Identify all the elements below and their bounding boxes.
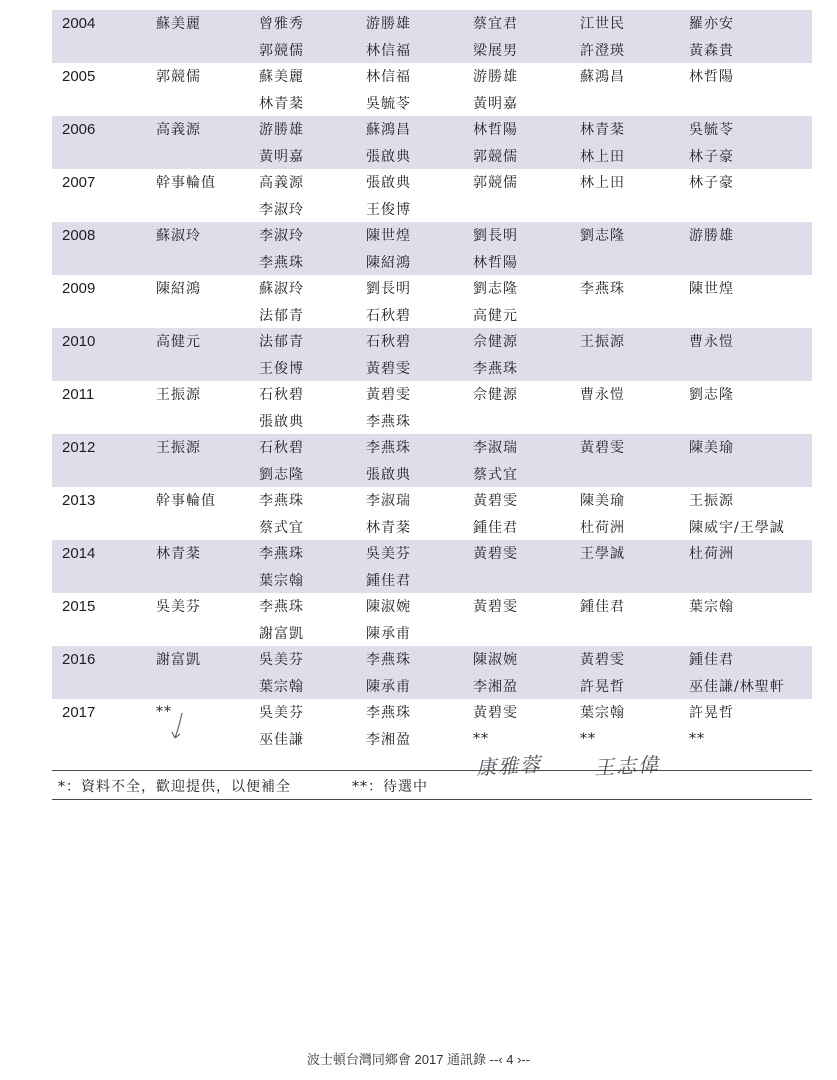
officer-cell: 蔡宜君 xyxy=(467,10,574,37)
officer-cell: 黃明嘉 xyxy=(473,95,518,112)
officer-cell: 游勝雄 xyxy=(473,69,518,86)
officer-cell xyxy=(683,355,812,382)
officer-cell: 黃碧雯 xyxy=(574,646,683,673)
officer-cell: 石秋碧 xyxy=(360,328,467,355)
officer-cell: ** xyxy=(580,730,596,747)
table-row xyxy=(52,249,812,276)
officer-cell: 林青棻 xyxy=(574,116,683,143)
president-cell: 吳美芬 xyxy=(156,599,201,616)
officer-cell: 陳淑婉 xyxy=(366,599,411,616)
president-cell xyxy=(150,514,253,541)
officer-cell: 李淑玲 xyxy=(259,201,304,218)
officer-cell xyxy=(683,90,812,117)
officer-cell: 劉長明 xyxy=(366,281,411,298)
officer-cell: 李燕珠 xyxy=(580,281,625,298)
table-row xyxy=(52,196,812,223)
table-row xyxy=(52,355,812,382)
officer-cell: 鍾佳君 xyxy=(683,646,812,673)
officer-cell: 曾雅秀 xyxy=(253,10,360,37)
officer-cell: 高健元 xyxy=(473,307,518,324)
officer-cell: 林上田 xyxy=(574,143,683,170)
year-cell xyxy=(52,37,150,64)
officer-cell: 李燕珠 xyxy=(259,599,304,616)
year-cell xyxy=(52,408,150,435)
officer-cell: 黃碧雯 xyxy=(467,540,574,567)
officer-cell: 石秋碧 xyxy=(259,387,304,404)
officer-cell xyxy=(683,567,812,594)
table-row xyxy=(52,169,812,196)
president-cell: 幹事輪值 xyxy=(156,175,216,192)
year-cell: 2017 xyxy=(62,703,96,721)
officer-cell: 鍾佳君 xyxy=(360,567,467,594)
officer-cell xyxy=(683,302,812,329)
officer-cell xyxy=(683,249,812,276)
officer-cell: 黃森貴 xyxy=(683,37,812,64)
officer-cell: 郭競儒 xyxy=(467,143,574,170)
table-row xyxy=(52,408,812,435)
officer-cell: 陳承甫 xyxy=(366,625,411,642)
year-cell xyxy=(52,302,150,329)
officer-cell: 黃碧雯 xyxy=(366,387,411,404)
officer-cell xyxy=(683,196,812,223)
officer-cell: 林青棻 xyxy=(259,95,304,112)
officer-cell: 許晃哲 xyxy=(574,673,683,700)
officer-cell: 黃碧雯 xyxy=(360,355,467,382)
officer-cell: 游勝雄 xyxy=(683,222,812,249)
table-row xyxy=(52,593,812,620)
officer-cell xyxy=(574,249,683,276)
president-cell xyxy=(150,355,253,382)
officer-cell: ** xyxy=(689,730,705,747)
officer-cell: 張啟典 xyxy=(259,413,304,430)
president-cell: 高健元 xyxy=(150,328,253,355)
officer-cell: 林信福 xyxy=(366,69,411,86)
officer-cell: 李淑瑞 xyxy=(366,493,411,510)
officer-cell xyxy=(574,196,683,223)
president-cell: 幹事輪值 xyxy=(156,493,216,510)
president-cell: 謝富凱 xyxy=(150,646,253,673)
officer-cell xyxy=(467,567,574,594)
officer-cell: 王振源 xyxy=(689,493,734,510)
president-cell: 王振源 xyxy=(150,434,253,461)
officer-cell: 李燕珠 xyxy=(253,249,360,276)
year-cell xyxy=(52,461,150,488)
officer-cell: 游勝雄 xyxy=(360,10,467,37)
table-row xyxy=(52,726,812,753)
officer-cell: 林青棻 xyxy=(366,519,411,536)
officer-cell: 王俊博 xyxy=(366,201,411,218)
officer-cell: ** xyxy=(473,730,489,747)
table-row xyxy=(52,328,812,355)
officer-cell: 劉志隆 xyxy=(473,281,518,298)
officer-cell: 李燕珠 xyxy=(360,646,467,673)
handwritten-name-1: 康雅蓉 xyxy=(475,752,543,780)
officer-cell: 劉志隆 xyxy=(253,461,360,488)
officer-cell: 黃明嘉 xyxy=(253,143,360,170)
president-cell: 高義源 xyxy=(150,116,253,143)
officer-cell: 林哲陽 xyxy=(467,249,574,276)
table-row xyxy=(52,116,812,143)
officer-cell: 石秋碧 xyxy=(366,307,411,324)
officer-cell: 葉宗翰 xyxy=(253,673,360,700)
officer-cell: 劉長明 xyxy=(467,222,574,249)
president-cell: 陳紹鴻 xyxy=(156,281,201,298)
officer-cell: 杜荷洲 xyxy=(580,519,625,536)
president-cell xyxy=(150,726,253,753)
officer-cell xyxy=(683,408,812,435)
officer-cell: 李燕珠 xyxy=(253,540,360,567)
president-cell: 林青棻 xyxy=(150,540,253,567)
officer-cell xyxy=(467,196,574,223)
officer-cell: 陳美瑜 xyxy=(580,493,625,510)
officer-cell: 佘健源 xyxy=(473,387,518,404)
officer-cell: 蘇鴻昌 xyxy=(580,69,625,86)
president-cell xyxy=(150,408,253,435)
note-incomplete: *：資料不全，歡迎提供，以便補全 xyxy=(58,779,291,795)
officer-cell: 李燕珠 xyxy=(366,705,411,722)
officer-cell: 法郁青 xyxy=(259,307,304,324)
officer-cell xyxy=(574,461,683,488)
officer-cell: 陳紹鴻 xyxy=(360,249,467,276)
table-row xyxy=(52,673,812,700)
table-row xyxy=(52,90,812,117)
officer-cell: 劉志隆 xyxy=(574,222,683,249)
officer-cell: 郭競儒 xyxy=(253,37,360,64)
president-cell xyxy=(150,37,253,64)
president-cell xyxy=(150,90,253,117)
president-cell xyxy=(150,196,253,223)
officer-cell xyxy=(574,90,683,117)
officer-cell: 鍾佳君 xyxy=(580,599,625,616)
officer-cell: 石秋碧 xyxy=(253,434,360,461)
year-cell: 2012 xyxy=(52,434,150,461)
president-cell: 郭競儒 xyxy=(156,69,201,86)
officer-cell xyxy=(574,355,683,382)
table-row xyxy=(52,461,812,488)
officer-cell xyxy=(683,620,812,647)
year-cell: 2015 xyxy=(62,597,96,615)
officer-cell: 陳承甫 xyxy=(360,673,467,700)
officer-cell: 李燕珠 xyxy=(360,434,467,461)
year-cell: 2014 xyxy=(52,540,150,567)
president-cell xyxy=(150,143,253,170)
year-cell: 2007 xyxy=(62,173,96,191)
officer-cell xyxy=(683,461,812,488)
year-cell xyxy=(52,726,150,753)
officer-cell: 李淑玲 xyxy=(253,222,360,249)
officer-cell: 黃碧雯 xyxy=(473,493,518,510)
officer-cell: 李燕珠 xyxy=(259,493,304,510)
officer-roster-table xyxy=(52,10,812,752)
table-row xyxy=(52,434,812,461)
officer-cell: 蘇淑玲 xyxy=(259,281,304,298)
officer-cell: 佘健源 xyxy=(467,328,574,355)
officer-cell: 游勝雄 xyxy=(253,116,360,143)
officer-cell: 李燕珠 xyxy=(467,355,574,382)
officer-cell: 葉宗翰 xyxy=(580,705,625,722)
president-cell: 蘇淑玲 xyxy=(150,222,253,249)
table-row xyxy=(52,143,812,170)
officer-cell: 陳世煌 xyxy=(689,281,734,298)
officer-cell: 巫佳謙/林聖軒 xyxy=(683,673,812,700)
officer-cell: 李淑瑞 xyxy=(467,434,574,461)
president-cell xyxy=(150,302,253,329)
year-cell xyxy=(52,567,150,594)
officer-cell: 張啟典 xyxy=(360,143,467,170)
officer-cell xyxy=(467,408,574,435)
footnotes xyxy=(52,770,812,800)
table-row xyxy=(52,222,812,249)
officer-cell xyxy=(574,567,683,594)
year-cell: 2009 xyxy=(62,279,96,297)
table-row xyxy=(52,381,812,408)
officer-cell: 王學誠 xyxy=(574,540,683,567)
note-pending: **：待選中 xyxy=(352,779,428,795)
officer-cell: 吳美芬 xyxy=(360,540,467,567)
officer-cell: 葉宗翰 xyxy=(689,599,734,616)
year-cell: 2004 xyxy=(52,10,150,37)
year-cell: 2013 xyxy=(62,491,96,509)
officer-cell: 林信福 xyxy=(360,37,467,64)
officer-cell: 許晃哲 xyxy=(689,705,734,722)
officer-cell xyxy=(574,302,683,329)
officer-cell: 曹永愷 xyxy=(580,387,625,404)
year-cell xyxy=(52,514,150,541)
officer-cell: 林哲陽 xyxy=(689,69,734,86)
officer-cell: 鍾佳君 xyxy=(473,519,518,536)
year-cell xyxy=(52,196,150,223)
officer-cell: 羅亦安 xyxy=(683,10,812,37)
officer-cell: 吳毓苓 xyxy=(683,116,812,143)
officer-cell: 郭競儒 xyxy=(473,175,518,192)
president-cell: 王振源 xyxy=(156,387,201,404)
roster-body xyxy=(52,10,812,752)
officer-cell: 王俊博 xyxy=(253,355,360,382)
officer-cell: 陳淑婉 xyxy=(467,646,574,673)
officer-cell: 蘇美麗 xyxy=(259,69,304,86)
officer-cell: 江世民 xyxy=(574,10,683,37)
officer-cell: 吳美芬 xyxy=(253,646,360,673)
table-row xyxy=(52,699,812,726)
table-row xyxy=(52,37,812,64)
officer-cell: 劉志隆 xyxy=(689,387,734,404)
officer-cell: 李湘盈 xyxy=(366,731,411,748)
officer-cell: 陳世煌 xyxy=(360,222,467,249)
officer-cell xyxy=(574,408,683,435)
year-cell: 2008 xyxy=(52,222,150,249)
officer-cell: 陳美瑜 xyxy=(683,434,812,461)
table-row xyxy=(52,620,812,647)
officer-cell: 高義源 xyxy=(259,175,304,192)
officer-cell: 林哲陽 xyxy=(467,116,574,143)
officer-cell xyxy=(467,620,574,647)
officer-cell: 林子豪 xyxy=(683,143,812,170)
year-cell: 2005 xyxy=(62,67,96,85)
officer-cell: 許澄瑛 xyxy=(574,37,683,64)
handwritten-name-2: 王志偉 xyxy=(593,752,661,780)
president-cell: ** xyxy=(156,704,172,721)
table-row xyxy=(52,646,812,673)
table-row xyxy=(52,567,812,594)
year-cell: 2010 xyxy=(52,328,150,355)
officer-cell: 蘇鴻昌 xyxy=(360,116,467,143)
officer-cell: 吳毓苓 xyxy=(366,95,411,112)
officer-cell: 梁展男 xyxy=(467,37,574,64)
page-footer: 波士頓台灣同鄉會 2017 通訊錄 --‹ 4 ›-- xyxy=(306,1052,531,1067)
officer-cell: 張啟典 xyxy=(366,175,411,192)
officer-cell: 張啟典 xyxy=(360,461,467,488)
president-cell xyxy=(150,249,253,276)
officer-cell: 法郁青 xyxy=(253,328,360,355)
table-row xyxy=(52,302,812,329)
president-cell xyxy=(150,673,253,700)
handwritten-arrow-icon xyxy=(170,712,188,740)
table-row xyxy=(52,63,812,90)
officer-cell xyxy=(574,620,683,647)
officer-cell: 謝富凱 xyxy=(259,625,304,642)
table-row xyxy=(52,275,812,302)
officer-cell: 李湘盈 xyxy=(467,673,574,700)
year-cell xyxy=(52,249,150,276)
officer-cell: 蔡式宜 xyxy=(259,519,304,536)
officer-cell: 曹永愷 xyxy=(683,328,812,355)
officer-cell: 黃碧雯 xyxy=(574,434,683,461)
officer-cell: 巫佳謙 xyxy=(259,731,304,748)
officer-cell: 蔡式宜 xyxy=(467,461,574,488)
year-cell xyxy=(52,620,150,647)
officer-cell: 陳威宇/王學誠 xyxy=(689,519,785,536)
year-cell xyxy=(52,143,150,170)
president-cell xyxy=(150,620,253,647)
table-row xyxy=(52,487,812,514)
officer-cell: 黃碧雯 xyxy=(473,599,518,616)
year-cell: 2006 xyxy=(52,116,150,143)
president-cell: 蘇美麗 xyxy=(150,10,253,37)
table-row xyxy=(52,540,812,567)
year-cell xyxy=(52,90,150,117)
president-cell xyxy=(150,567,253,594)
table-row xyxy=(52,10,812,37)
officer-cell: 葉宗翰 xyxy=(253,567,360,594)
officer-cell: 黃碧雯 xyxy=(473,705,518,722)
officer-cell: 李燕珠 xyxy=(366,413,411,430)
year-cell xyxy=(52,673,150,700)
table-row xyxy=(52,514,812,541)
year-cell xyxy=(52,355,150,382)
officer-cell: 林上田 xyxy=(580,175,625,192)
officer-cell: 林子豪 xyxy=(689,175,734,192)
officer-cell: 杜荷洲 xyxy=(683,540,812,567)
year-cell: 2011 xyxy=(62,385,95,403)
year-cell: 2016 xyxy=(52,646,150,673)
officer-cell: 吳美芬 xyxy=(259,705,304,722)
officer-cell: 王振源 xyxy=(574,328,683,355)
president-cell xyxy=(150,461,253,488)
